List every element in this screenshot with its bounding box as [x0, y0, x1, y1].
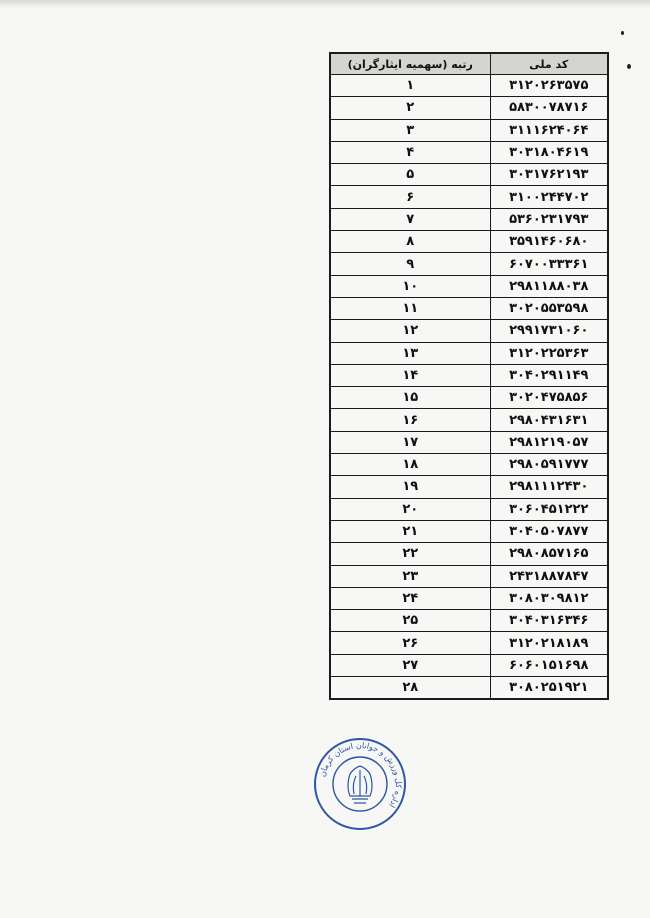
national-code-cell: ۲۹۸۱۱۱۲۴۳۰ [490, 476, 608, 498]
rank-cell: ۷ [330, 208, 490, 230]
table-row [330, 476, 608, 498]
rank-cell: ۱۱ [330, 297, 490, 319]
rank-cell: ۱۷ [330, 431, 490, 453]
rank-cell: ۱۰ [330, 275, 490, 297]
national-code-cell: ۳۱۲۰۲۶۳۵۷۵ [490, 75, 608, 97]
table-row [330, 387, 608, 409]
rank-cell: ۵ [330, 164, 490, 186]
national-code-cell: ۳۰۴۰۳۱۶۳۴۶ [490, 610, 608, 632]
ranking-table [329, 52, 609, 700]
rank-cell: ۱۵ [330, 387, 490, 409]
national-code-cell: ۶۰۷۰۰۳۳۳۶۱ [490, 253, 608, 275]
rank-cell: ۱۹ [330, 476, 490, 498]
table-row [330, 632, 608, 654]
table-row [330, 231, 608, 253]
table-row [330, 141, 608, 163]
rank-cell: ۱ [330, 75, 490, 97]
national-code-cell: ۲۹۸۱۲۱۹۰۵۷ [490, 431, 608, 453]
national-code-cell: ۲۹۸۰۸۵۷۱۶۵ [490, 543, 608, 565]
table-row [330, 431, 608, 453]
rank-cell: ۱۲ [330, 320, 490, 342]
rank-cell: ۲۱ [330, 520, 490, 542]
table-row [330, 454, 608, 476]
national-code-cell: ۳۰۶۰۴۵۱۲۲۲ [490, 498, 608, 520]
rank-cell: ۱۴ [330, 364, 490, 386]
table-row [330, 587, 608, 609]
table-row [330, 520, 608, 542]
table-row [330, 320, 608, 342]
national-code-cell: ۵۸۳۰۰۷۸۷۱۶ [490, 97, 608, 119]
national-code-cell: ۲۹۸۱۱۸۸۰۳۸ [490, 275, 608, 297]
table-row [330, 498, 608, 520]
rank-header: رتبه (سهمیه ایثارگران) [330, 53, 490, 75]
table-row [330, 119, 608, 141]
table-row [330, 275, 608, 297]
table-row [330, 654, 608, 676]
national-code-cell: ۳۱۱۱۶۲۴۰۶۴ [490, 119, 608, 141]
scan-speck [627, 64, 631, 69]
national-code-cell: ۵۳۶۰۲۳۱۷۹۳ [490, 208, 608, 230]
national-code-cell: ۳۰۲۰۴۷۵۸۵۶ [490, 387, 608, 409]
table-row [330, 543, 608, 565]
table-row [330, 253, 608, 275]
table-row [330, 297, 608, 319]
rank-cell: ۲۲ [330, 543, 490, 565]
table-row [330, 75, 608, 97]
scan-top-edge [0, 0, 650, 8]
national-code-header: کد ملی [490, 53, 608, 75]
table-header-row [330, 53, 608, 75]
rank-cell: ۲۶ [330, 632, 490, 654]
table-row [330, 677, 608, 700]
table-row [330, 565, 608, 587]
rank-cell: ۲۳ [330, 565, 490, 587]
national-code-cell: ۳۵۹۱۴۶۰۶۸۰ [490, 231, 608, 253]
national-code-cell: ۳۱۲۰۲۲۵۳۶۳ [490, 342, 608, 364]
rank-cell: ۲۰ [330, 498, 490, 520]
rank-cell: ۱۶ [330, 409, 490, 431]
table-row [330, 186, 608, 208]
rank-cell: ۱۳ [330, 342, 490, 364]
table-row [330, 409, 608, 431]
rank-cell: ۹ [330, 253, 490, 275]
rank-cell: ۲۴ [330, 587, 490, 609]
rank-cell: ۲۵ [330, 610, 490, 632]
scan-speck [621, 31, 624, 35]
table-row [330, 208, 608, 230]
table-row [330, 164, 608, 186]
national-code-cell: ۲۹۸۰۵۹۱۷۷۷ [490, 454, 608, 476]
national-code-cell: ۳۰۳۱۸۰۴۶۱۹ [490, 141, 608, 163]
national-code-cell: ۳۰۸۰۳۰۹۸۱۲ [490, 587, 608, 609]
national-code-cell: ۳۰۴۰۲۹۱۱۴۹ [490, 364, 608, 386]
national-code-cell: ۳۰۳۱۷۶۲۱۹۳ [490, 164, 608, 186]
national-code-cell: ۳۰۴۰۵۰۷۸۷۷ [490, 520, 608, 542]
national-code-cell: ۲۹۹۱۷۳۱۰۶۰ [490, 320, 608, 342]
rank-cell: ۶ [330, 186, 490, 208]
national-code-cell: ۲۴۳۱۸۸۷۸۴۷ [490, 565, 608, 587]
rank-cell: ۲۷ [330, 654, 490, 676]
rank-cell: ۲۸ [330, 677, 490, 700]
table-row [330, 97, 608, 119]
table-row [330, 342, 608, 364]
national-code-cell: ۳۰۸۰۲۵۱۹۲۱ [490, 677, 608, 700]
table-row [330, 610, 608, 632]
rank-cell: ۳ [330, 119, 490, 141]
seal-ring-text: اداره کل ورزش و جوانان استان کرمان [317, 740, 404, 810]
national-code-cell: ۳۰۲۰۵۵۳۵۹۸ [490, 297, 608, 319]
office-seal-stamp [312, 736, 408, 832]
rank-cell: ۱۸ [330, 454, 490, 476]
rank-cell: ۲ [330, 97, 490, 119]
national-code-cell: ۳۱۲۰۲۱۸۱۸۹ [490, 632, 608, 654]
table-row [330, 364, 608, 386]
rank-cell: ۸ [330, 231, 490, 253]
national-code-cell: ۳۱۰۰۲۴۴۷۰۲ [490, 186, 608, 208]
national-code-cell: ۲۹۸۰۴۳۱۶۳۱ [490, 409, 608, 431]
rank-cell: ۴ [330, 141, 490, 163]
national-code-cell: ۶۰۶۰۱۵۱۶۹۸ [490, 654, 608, 676]
seal-emblem-icon [348, 766, 372, 803]
